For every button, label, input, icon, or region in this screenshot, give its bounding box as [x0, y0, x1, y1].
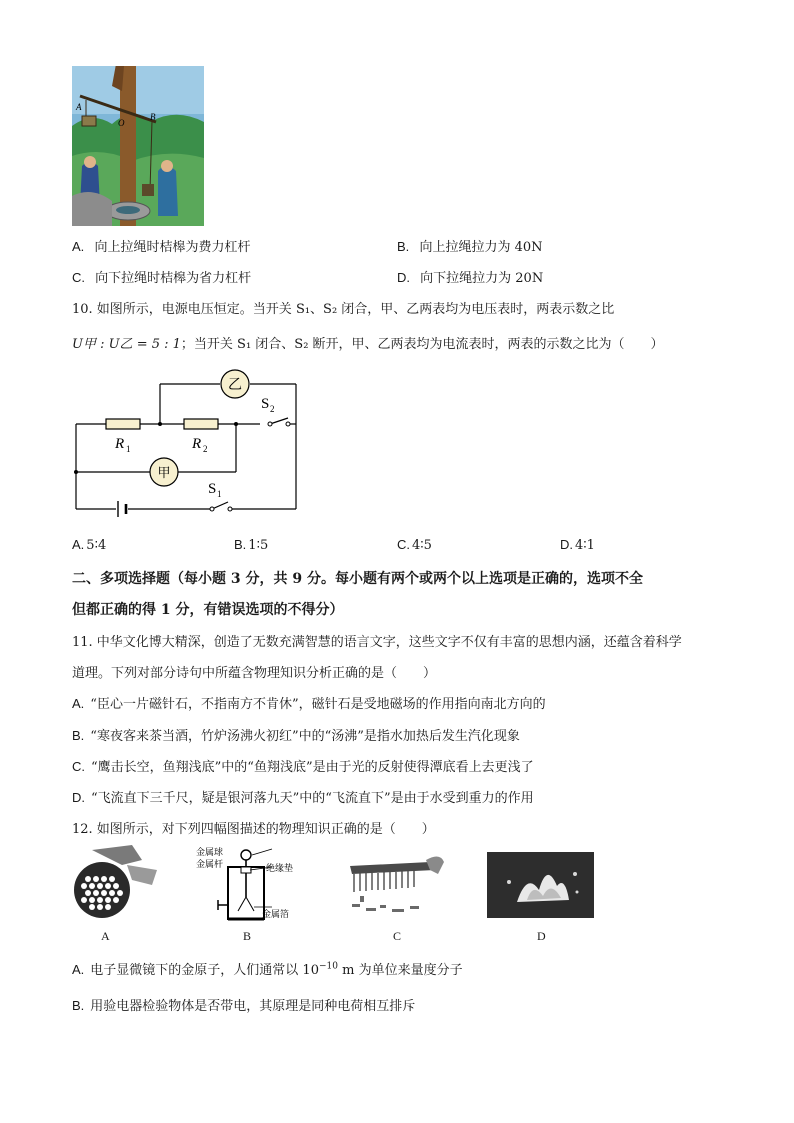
ball-label: 金属球: [196, 848, 224, 858]
option-text: “臣心一片磁针石，不指南方不肯休”，磁针石是受地磁场的作用指向南北方向的: [90, 697, 546, 712]
q11-option-d[interactable]: [72, 787, 534, 806]
option-text: 向下拉绳拉力为 20N: [420, 271, 544, 286]
q12-figure-d: [487, 852, 594, 918]
option-letter: C.: [72, 759, 85, 774]
q9-option-b[interactable]: [397, 236, 543, 255]
option-letter: A.: [72, 537, 85, 552]
diffusion-image: [487, 852, 594, 918]
option-letter: C.: [397, 537, 410, 552]
q10-stem-line1: 10. 如图所示，电源电压恒定。当开关 S₁、S₂ 闭合，甲、乙两表均为电压表时，两表示数之比: [72, 302, 615, 317]
option-text: 向下拉绳时桔槔为省力杠杆: [95, 271, 252, 286]
option-letter: D.: [560, 537, 573, 552]
label-b: B: [150, 112, 156, 122]
option-text: 用验电器检验物体是否带电，其原理是同种电荷相互排斥: [90, 999, 416, 1014]
q10-stem-line2: [72, 333, 664, 352]
well-sweep-figure: [72, 66, 204, 226]
foil-label: 金属箔: [262, 910, 290, 920]
q12-option-b[interactable]: [72, 995, 415, 1014]
option-letter: D.: [397, 270, 410, 285]
option-letter: B.: [72, 998, 85, 1013]
well-sweep-illustration: [72, 66, 204, 226]
option-text: 向上拉绳拉力为 40N: [419, 240, 543, 255]
r2-subscript: 2: [203, 444, 208, 454]
option-text: 向上拉绳时桔槔为费力杠杆: [94, 240, 251, 255]
q10-option-b[interactable]: [234, 537, 268, 553]
circuit-svg: [70, 364, 310, 526]
option-text: 4∶5: [412, 538, 432, 553]
option-text: “飞流直下三千尺，疑是银河落九天”中的“飞流直下”是由于水受到重力的作用: [91, 791, 534, 806]
r1-label: R: [115, 436, 125, 452]
voltage-ratio-formula: U甲 : U乙 = 5 : 1: [72, 337, 181, 352]
option-text: 4∶1: [575, 538, 595, 553]
q11-option-a[interactable]: [72, 693, 546, 712]
q10-option-a[interactable]: [72, 537, 106, 553]
comb-image: [340, 848, 445, 924]
r2-label: R: [192, 436, 202, 452]
q9-option-d[interactable]: [397, 267, 543, 286]
option-text: “鹰击长空，鱼翔浅底”中的“鱼翔浅底”是由于光的反射使得潭底看上去更浅了: [91, 760, 534, 775]
meter-jia-label: 甲: [157, 466, 171, 481]
option-letter: A.: [72, 962, 85, 977]
option-letter: B.: [72, 728, 85, 743]
q9-option-c[interactable]: [72, 267, 251, 286]
option-letter: B.: [234, 537, 247, 552]
option-text: 5∶4: [86, 538, 107, 553]
s2-subscript: 2: [270, 404, 275, 414]
q10-option-d[interactable]: [560, 537, 595, 553]
q12-caption-a: A: [101, 929, 110, 943]
s2-label: S: [261, 396, 270, 412]
option-letter: D.: [72, 790, 85, 805]
q10-stem-rest: ；当开关 S₁ 闭合、S₂ 断开，甲、乙两表均为电流表时，两表的示数之比为（ ）: [180, 337, 664, 352]
q12-figure-b: [188, 845, 298, 927]
q12-option-a[interactable]: [72, 959, 463, 978]
q11-stem-line1: 11. 中华文化博大精深，创造了无数充满智慧的语言文字，这些文字不仅有丰富的思想内涵，还蕴含着科学: [72, 635, 682, 650]
resistor-r1: [106, 419, 140, 429]
section2-heading-line1: 二、多项选择题（每小题 3 分，共 9 分。每小题有两个或两个以上选项是正确的，选项不全: [72, 571, 643, 587]
r1-subscript: 1: [126, 444, 131, 454]
q11-stem-line2: 道理。下列对部分诗句中所蕴含物理知识分析正确的是（ ）: [72, 666, 437, 681]
option-letter: C.: [72, 270, 85, 285]
option-text: “寒夜客来茶当酒，竹炉汤沸火初红”中的“汤沸”是指水加热后发生汽化现象: [90, 729, 520, 744]
meter-yi-label: 乙: [228, 377, 242, 393]
rod-label: 金属杆: [196, 860, 224, 870]
gold-atoms-image: [72, 845, 162, 925]
q9-option-a[interactable]: [72, 236, 250, 255]
option-letter: A.: [72, 696, 85, 711]
option-text-after: m 为单位来量度分子: [337, 963, 463, 978]
q10-circuit-diagram: [70, 364, 310, 526]
section2-heading-line2: 但都正确的得 1 分，有错误选项的不得分）: [72, 602, 344, 618]
option-text-before: 电子显微镜下的金原子，人们通常以 10: [90, 963, 319, 978]
q12-figure-a: [72, 845, 162, 925]
q10-option-c[interactable]: [397, 537, 432, 553]
q12-caption-b: B: [243, 929, 252, 943]
resistor-r2: [184, 419, 218, 429]
q11-option-c[interactable]: [72, 756, 534, 775]
s1-label: S: [208, 481, 217, 497]
q12-figure-c: [340, 848, 445, 924]
q12-stem: 12. 如图所示，对下列四幅图描述的物理知识正确的是（ ）: [72, 822, 435, 837]
label-a: A: [76, 102, 82, 112]
insulator-label: 绝缘垫: [266, 864, 294, 874]
q12-caption-c: C: [393, 929, 402, 943]
q11-option-b[interactable]: [72, 725, 520, 744]
s1-subscript: 1: [217, 489, 222, 499]
electroscope-image: [188, 845, 298, 927]
option-text: 1∶5: [248, 538, 269, 553]
label-o: O: [118, 118, 125, 128]
option-letter: B.: [397, 239, 410, 254]
option-exponent: −10: [318, 961, 338, 972]
option-letter: A.: [72, 239, 85, 254]
q12-caption-d: D: [537, 929, 546, 943]
